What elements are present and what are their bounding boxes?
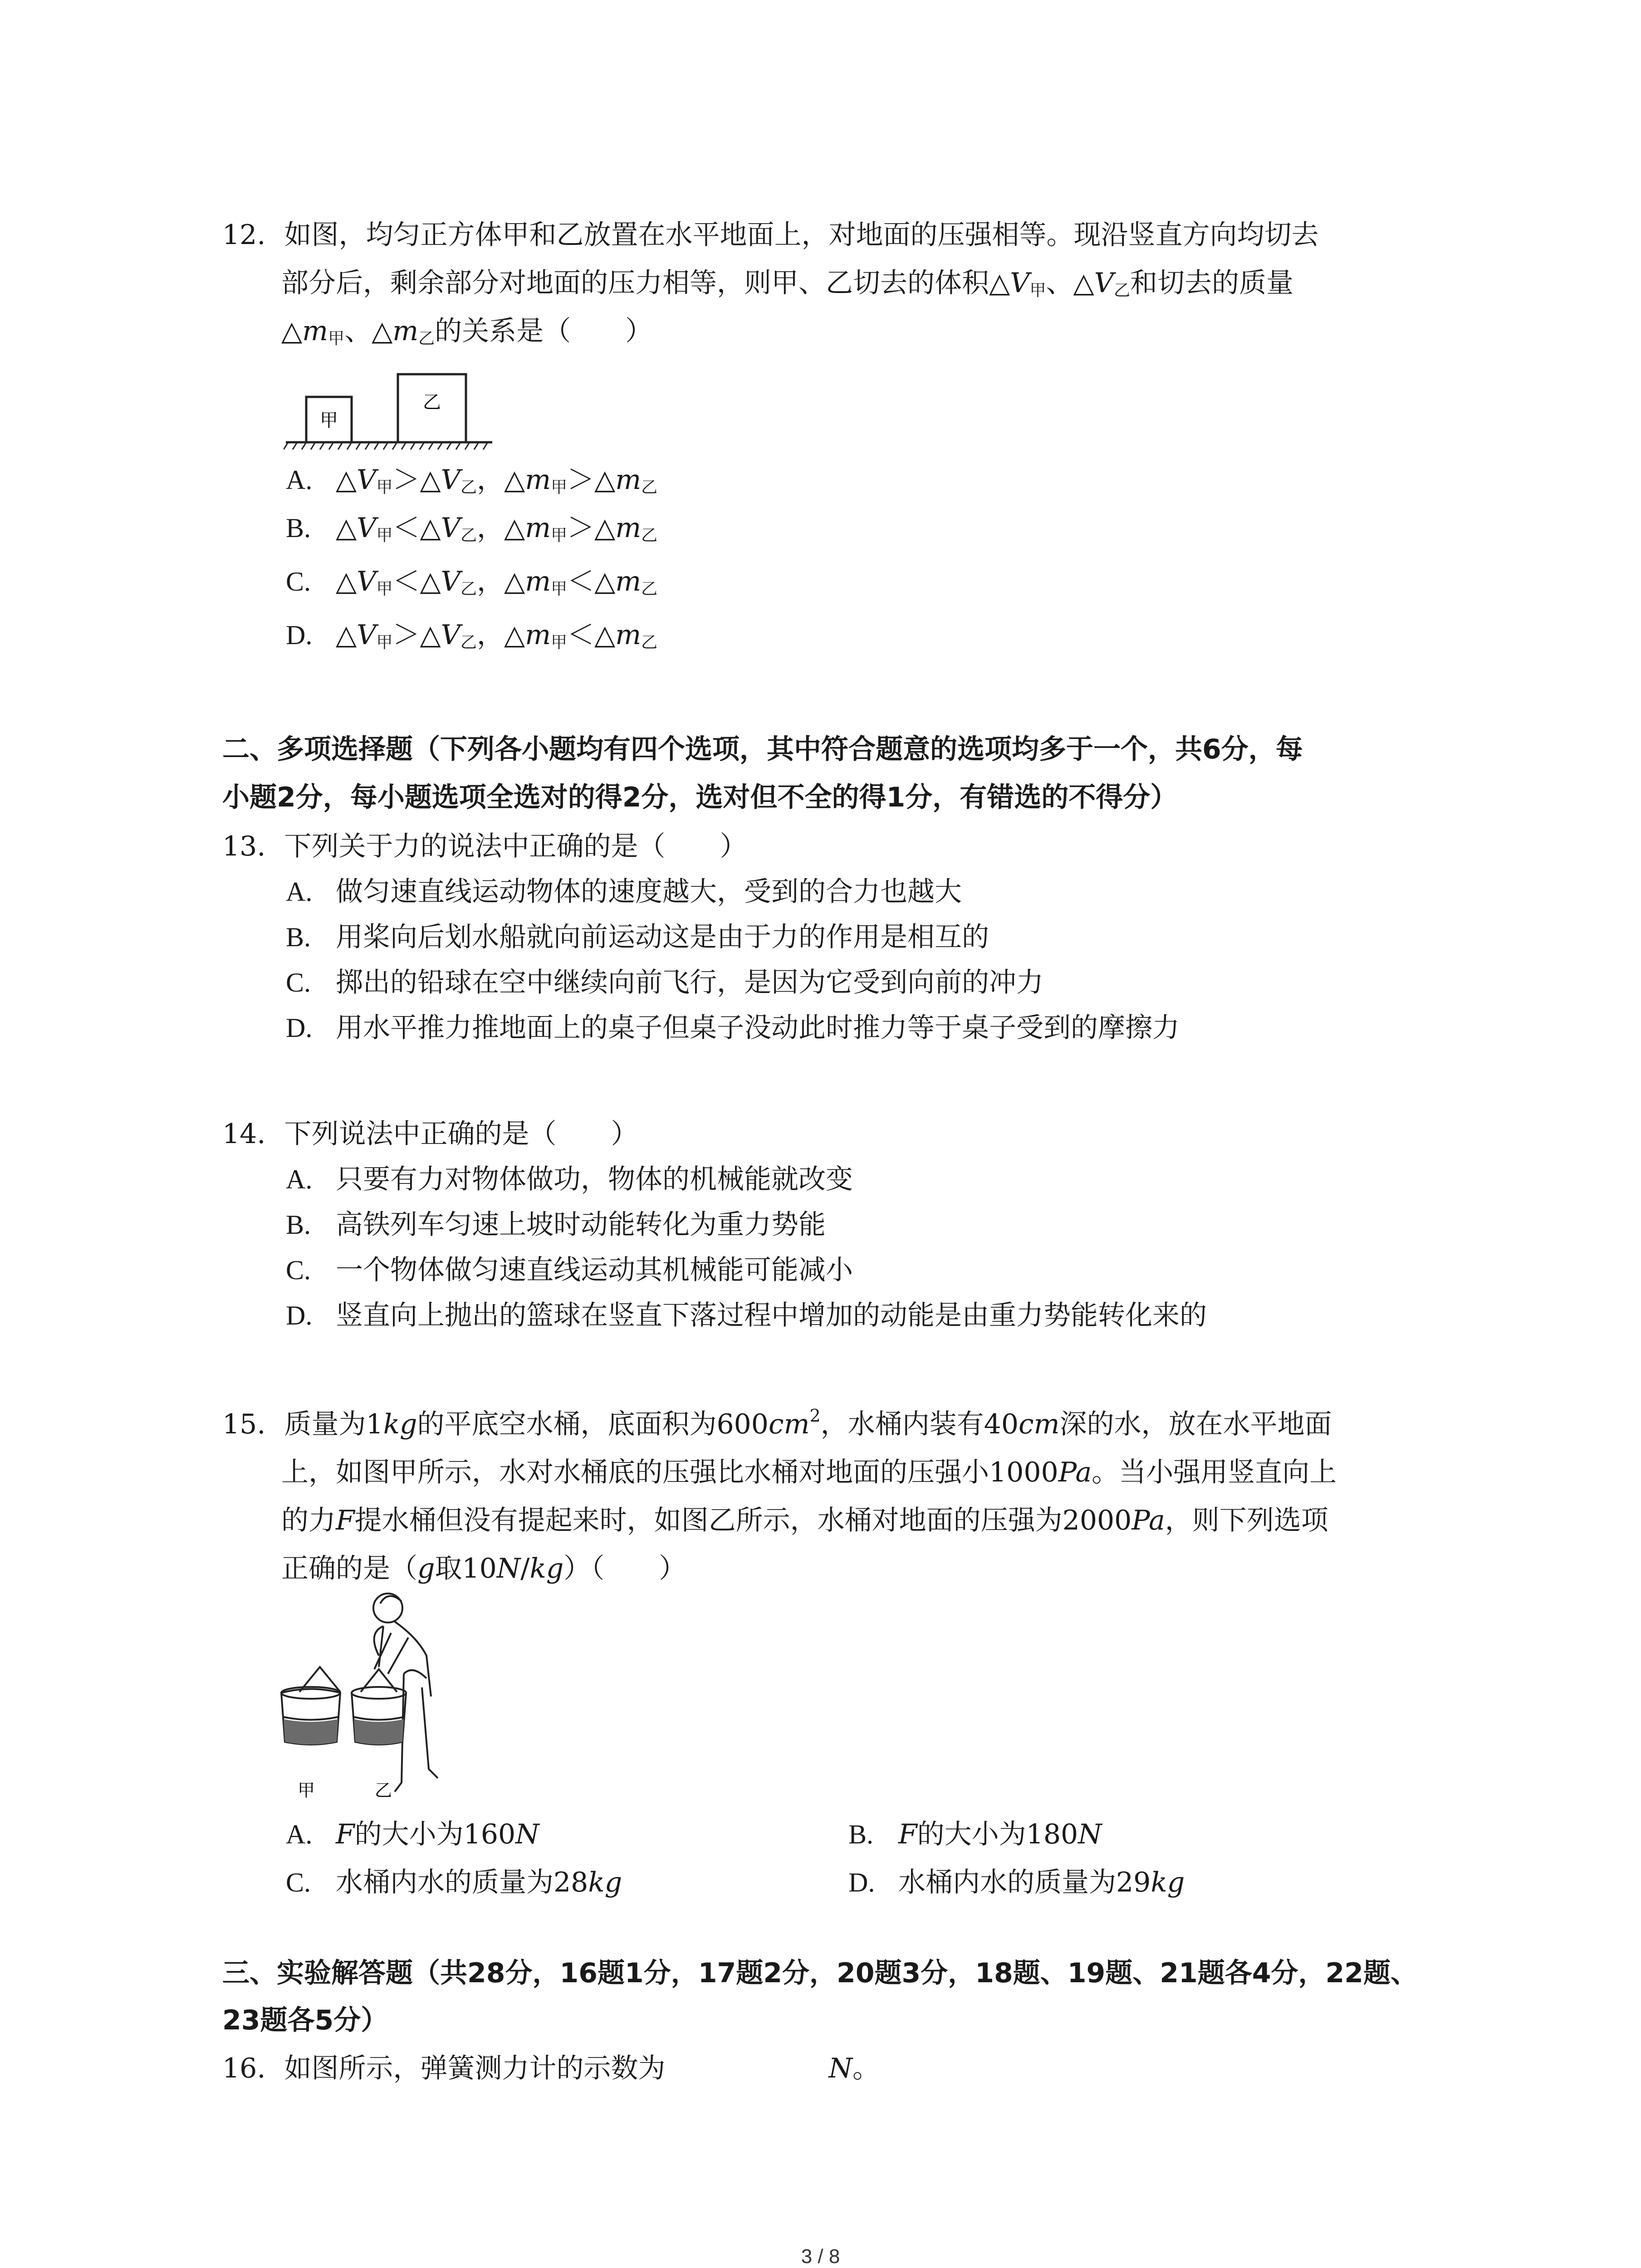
q12-option-a: A. $\triangle V_甲>\triangle V_乙$，$\triangle m_甲>\triangle m_乙$ bbox=[286, 464, 658, 497]
q12-cubes-figure bbox=[284, 370, 499, 454]
q16-number: 16. bbox=[222, 2053, 266, 2084]
q15-option-c: C. 水桶内水的质量为28kg bbox=[286, 1867, 622, 1898]
section3-heading-line1: 三、实验解答题（共28分，16题1分，17题2分，20题3分，18题、19题、21题各4分，22题、 bbox=[222, 1957, 1418, 1989]
q12-text3c: 的关系是（ ） bbox=[435, 315, 653, 347]
q16-text: 如图所示，弹簧测力计的示数为 bbox=[284, 2053, 666, 2084]
q13-stem bbox=[222, 828, 747, 865]
q15-option-a: A. F的大小为160N bbox=[286, 1818, 539, 1850]
q12-number: 12. bbox=[222, 219, 266, 251]
q15-line4: 正确的是（g取10N/kg）（ ） bbox=[281, 1553, 686, 1584]
q12-label-yi: 乙 bbox=[423, 392, 441, 413]
section2-heading-line1: 二、多项选择题（下列各小题均有四个选项，其中符合题意的选项均多于一个，共6分，每 bbox=[222, 733, 1303, 765]
q14-option-b: B. 高铁列车匀速上坡时动能转化为重力势能 bbox=[286, 1209, 826, 1241]
q12-line3: $\triangle m_甲$、$\triangle m_乙$的关系是（ ） bbox=[281, 315, 653, 348]
section2-heading-line2: 小题2分，每小题选项全选对的得2分，选对但不全的得1分，有错选的不得分） bbox=[222, 782, 1178, 813]
q12-text3a: △ bbox=[281, 315, 303, 347]
q15-label-yi: 乙 bbox=[374, 1780, 392, 1800]
q13-stem-text: 下列关于力的说法中正确的是（ ） bbox=[284, 831, 747, 862]
q15-label-jia: 甲 bbox=[297, 1780, 315, 1800]
q14-option-c: C. 一个物体做匀速直线运动其机械能可能减小 bbox=[286, 1254, 853, 1286]
q12-text1: 如图，均匀正方体甲和乙放置在水平地面上，对地面的压强相等。现沿竖直方向均切去 bbox=[284, 219, 1319, 251]
section3-heading-line2: 23题各5分） bbox=[222, 2004, 388, 2036]
q16-line: 16. 如图所示，弹簧测力计的示数为 N。 bbox=[222, 2053, 880, 2084]
q15-option-b: B. F的大小为180N bbox=[848, 1818, 1102, 1850]
q15-option-d: D. 水桶内水的质量为29kg bbox=[848, 1867, 1185, 1898]
q15-line1: 15. 质量为1kg的平底空水桶，底面积为$600cm^2$，水桶内装有40cm深的水，放在水平地面 bbox=[222, 1406, 1332, 1440]
q13-option-a: A. 做匀速直线运动物体的速度越大，受到的合力也越大 bbox=[286, 876, 962, 908]
q14-stem-text: 下列说法中正确的是（ ） bbox=[284, 1118, 638, 1150]
q13-number: 13. bbox=[222, 831, 266, 862]
page-number: 3 / 8 bbox=[801, 2245, 840, 2268]
q15-bucket-figure bbox=[272, 1588, 467, 1810]
q13-option-c: C. 掷出的铅球在空中继续向前飞行，是因为它受到向前的冲力 bbox=[286, 967, 1043, 998]
q12-option-b: B. $\triangle V_甲<\triangle V_乙$，$\triangle m_甲>\triangle m_乙$ bbox=[286, 512, 658, 545]
q12-text2b: 、△ bbox=[1046, 267, 1094, 299]
q14-number: 14. bbox=[222, 1118, 266, 1150]
q14-option-d: D. 竖直向上抛出的篮球在竖直下落过程中增加的动能是由重力势能转化来的 bbox=[286, 1300, 1207, 1331]
q15-line3: 的力F提水桶但没有提起来时，如图乙所示，水桶对地面的压强为2000Pa，则下列选项 bbox=[281, 1505, 1328, 1536]
q14-stem bbox=[222, 1116, 638, 1152]
q12-line2: 部分后，剩余部分对地面的压力相等，则甲、乙切去的体积$\triangle V_甲$、$\triangle V_乙$和切去的质量 bbox=[281, 267, 1294, 300]
q12-option-d: D. $\triangle V_甲>\triangle V_乙$，$\triangle m_甲<\triangle m_乙$ bbox=[286, 619, 658, 652]
q16-unit: N bbox=[828, 2053, 852, 2084]
q12-text2c: 和切去的质量 bbox=[1130, 267, 1294, 299]
q14-option-a: A. 只要有力对物体做功，物体的机械能就改变 bbox=[286, 1163, 853, 1195]
q15-line2: 上，如图甲所示，水对水桶底的压强比水桶对地面的压强小1000Pa。当小强用竖直向上 bbox=[281, 1457, 1337, 1488]
q13-option-d: D. 用水平推力推地面上的桌子但桌子没动此时推力等于桌子受到的摩擦力 bbox=[286, 1012, 1180, 1044]
q12-text2a: 部分后，剩余部分对地面的压力相等，则甲、乙切去的体积△ bbox=[281, 267, 1010, 299]
q12-option-c: C. $\triangle V_甲<\triangle V_乙$，$\triangle m_甲<\triangle m_乙$ bbox=[286, 566, 658, 598]
q12-text3b: 、△ bbox=[344, 315, 393, 347]
q12-label-jia: 甲 bbox=[320, 410, 338, 431]
q15-number: 15. bbox=[222, 1408, 266, 1440]
q13-option-b: B. 用桨向后划水船就向前运动这是由于力的作用是相互的 bbox=[286, 921, 989, 953]
q12-line1 bbox=[222, 217, 1319, 253]
